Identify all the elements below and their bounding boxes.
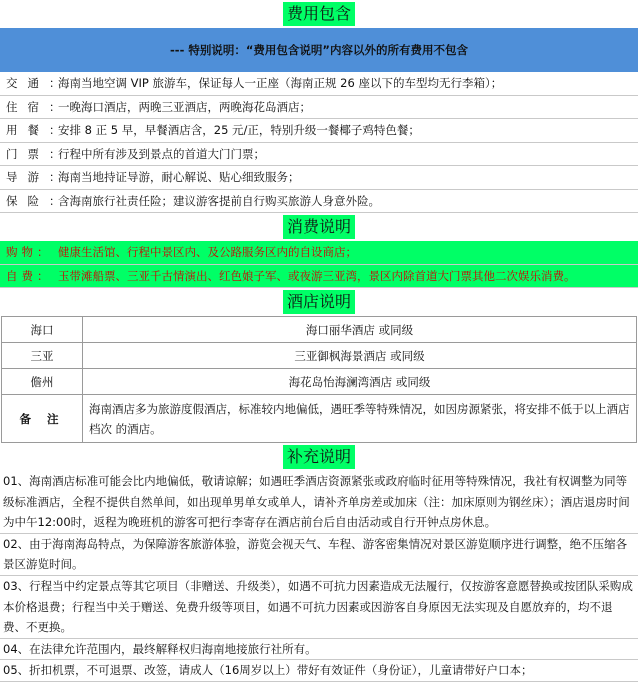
info-row xyxy=(0,119,638,143)
hotel-table xyxy=(1,316,637,443)
row-value: 海南当地空调 VIP 旅游车，保证每人一正座（海南正规 26 座以下的车型均无行李箱）； xyxy=(58,76,503,90)
hotel-city: 三亚 xyxy=(2,343,83,369)
row-key: 门票： xyxy=(6,146,71,161)
supp-paragraph: 05、折扣机票，不可退票、改签，请成人（16周岁以上）带好有效证件（身份证），儿童请带好户口本； xyxy=(0,660,638,682)
row-key: 保险： xyxy=(6,193,71,208)
row-value: 安排 8 正 5 早，早餐酒店含，25 元/正，特别升级一餐椰子鸡特色餐； xyxy=(58,123,420,137)
fee-section xyxy=(0,0,638,213)
info-row xyxy=(0,72,638,96)
supp-body xyxy=(0,471,638,682)
hotel-row xyxy=(2,343,637,369)
row-key: 购物： xyxy=(6,245,53,259)
note-text: 海南酒店多为旅游度假酒店，标准较内地偏低，遇旺季等特殊情况，如因房源紧张，将安排不低于以上酒店档次 的酒店。 xyxy=(83,395,637,443)
row-value: 玉带滩船票、三亚千古情演出、红色娘子军、或夜游三亚湾，景区内除首道大门票其他二次娱乐消费。 xyxy=(58,268,576,283)
row-key: 导游： xyxy=(6,170,71,184)
row-key: 住宿： xyxy=(6,99,71,114)
row-value: 行程中所有涉及到景点的首道大门门票； xyxy=(58,146,265,161)
row-key: 用餐： xyxy=(6,123,71,137)
row-value: 海南当地持证导游，耐心解说、贴心细致服务； xyxy=(58,170,300,184)
info-row xyxy=(0,143,638,167)
consume-title: 消费说明 xyxy=(0,213,638,241)
info-row xyxy=(0,265,638,289)
fee-banner: --- 特别说明：“费用包含说明”内容以外的所有费用不包含 xyxy=(0,28,638,72)
info-row xyxy=(0,166,638,190)
fee-rows xyxy=(0,72,638,213)
row-key: 自费： xyxy=(6,268,53,283)
supp-paragraph: 01、海南酒店标准可能会比内地偏低，敬请谅解；如遇旺季酒店资源紧张或政府临时征用等特殊情况，我社有权调整为同等级标准酒店，全程不提供自然单间，如出现单男单女或单人，请补齐单房差或加床（注：加床原则为钢丝床）；酒店退房时间为中午12:00时，返程为晚班机的游客可把行李寄存在酒店前台后自由活动或自行开钟点房休息。 xyxy=(0,471,638,534)
hotel-section xyxy=(0,288,638,443)
row-value: 含海南旅行社责任险；建议游客提前自行购买旅游人身意外险。 xyxy=(58,193,380,208)
row-value: 健康生活馆、行程中景区内、及公路服务区内的自设商店； xyxy=(58,245,357,259)
hotel-row xyxy=(2,317,637,343)
hotel-note-row xyxy=(2,395,637,443)
consume-rows xyxy=(0,241,638,288)
note-label: 备 注 xyxy=(2,395,83,443)
info-row xyxy=(0,190,638,214)
hotel-city: 海口 xyxy=(2,317,83,343)
hotel-name: 海口丽华酒店 或同级 xyxy=(83,317,637,343)
supp-title: 补充说明 xyxy=(0,443,638,471)
row-key: 交通： xyxy=(6,76,71,90)
hotel-title: 酒店说明 xyxy=(0,288,638,316)
supp-paragraph: 03、行程当中约定景点等其它项目（非赠送、升级类），如遇不可抗力因素造成无法履行，仅按游客意愿替换或按团队采购成本价格退费；行程当中关于赠送、免费升级等项目，如遇不可抗力因素或因游客自身原因无法实现及自愿放弃的，均不退费、不更换。 xyxy=(0,576,638,639)
supp-paragraph: 04、在法律允许范围内，最终解释权归海南地接旅行社所有。 xyxy=(0,639,638,661)
info-row xyxy=(0,241,638,265)
row-value: 一晚海口酒店，两晚三亚酒店，两晚海花岛酒店； xyxy=(58,99,311,114)
hotel-city: 儋州 xyxy=(2,369,83,395)
consume-section xyxy=(0,213,638,288)
supp-section xyxy=(0,443,638,682)
supp-paragraph: 02、由于海南海岛特点，为保障游客旅游体验，游览会视天气、车程、游客密集情况对景区游览顺序进行调整，绝不压缩各景区游览时间。 xyxy=(0,534,638,576)
hotel-name: 海花岛怡海澜湾酒店 或同级 xyxy=(83,369,637,395)
fee-title: 费用包含 xyxy=(0,0,638,28)
hotel-name: 三亚御枫海景酒店 或同级 xyxy=(83,343,637,369)
info-row xyxy=(0,96,638,120)
hotel-row xyxy=(2,369,637,395)
